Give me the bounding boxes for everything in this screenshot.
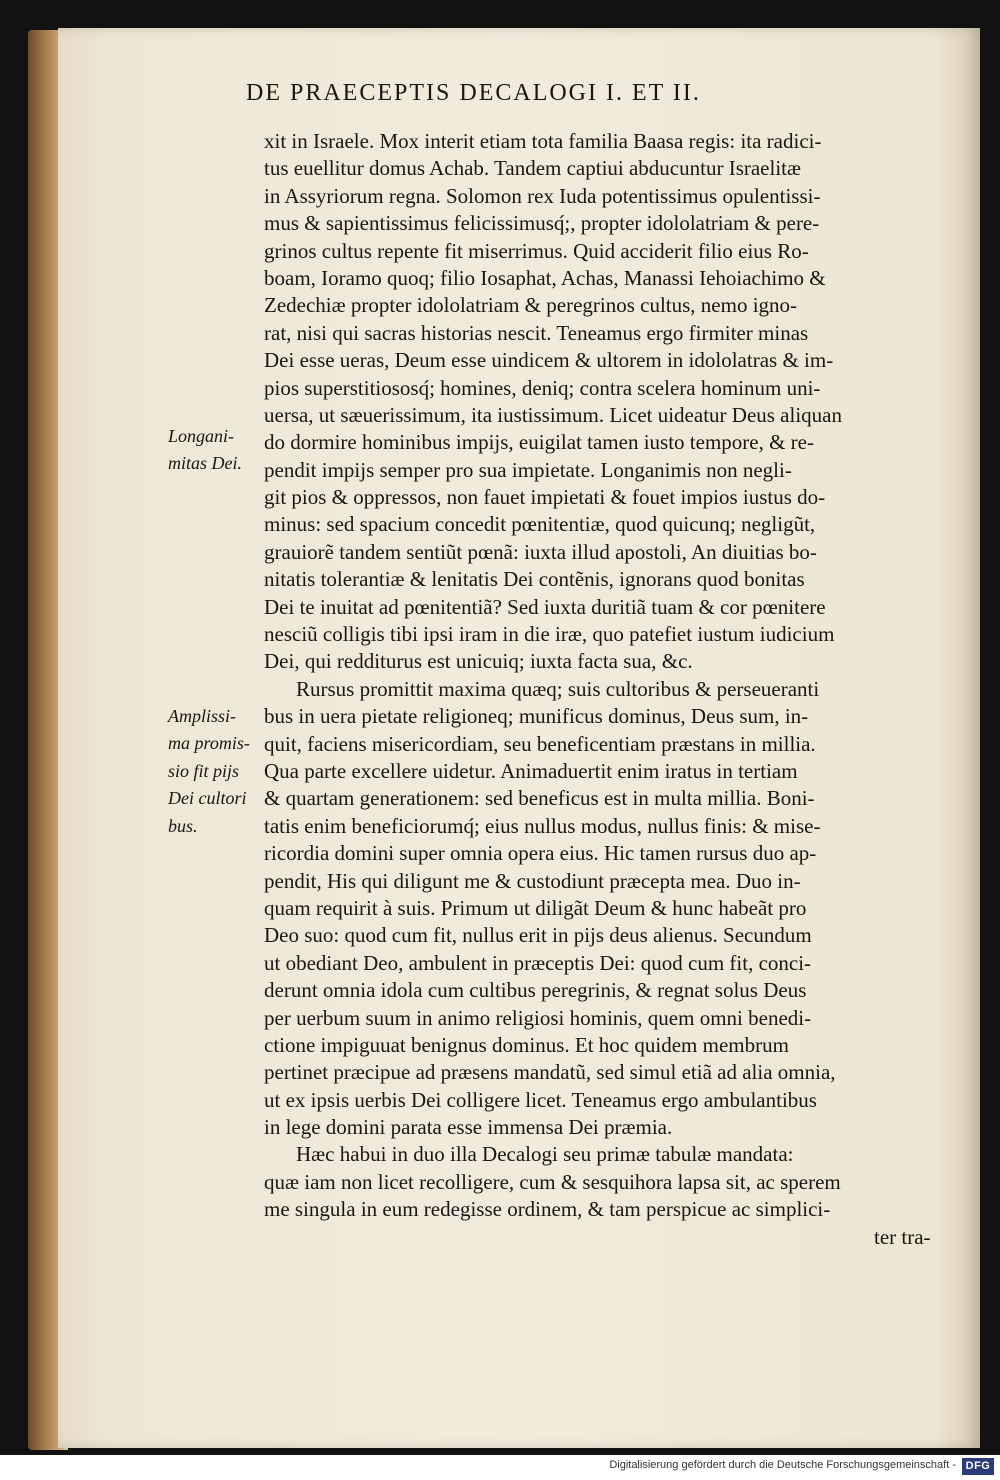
- text-line: quit, faciens misericordiam, seu beneficentiam præstans in millia.: [264, 731, 816, 756]
- text-line: pios superstitiososq́; homines, deniq; contra scelera hominum uni-: [264, 375, 821, 400]
- text-line: tatis enim beneficiorumq́; eius nullus modus, nullus finis: & mise-: [264, 813, 821, 838]
- margin-note-line: mitas Dei.: [168, 453, 242, 474]
- funding-credit: Digitalisierung gefördert durch die Deutsche Forschungsgemeinschaft -: [609, 1459, 956, 1471]
- text-line: in lege domini parata esse immensa Dei præmia.: [264, 1115, 673, 1140]
- text-line: Dei esse ueras, Deum esse uindicem & ultorem in idololatras & im-: [264, 348, 834, 373]
- text-line: pendit, His qui diligunt me & custodiunt præcepta mea. Duo in-: [264, 868, 801, 893]
- text-line: grauiorẽ tandem sentiũt pœnã: iuxta illud apostoli, An diuitias bo-: [264, 539, 817, 564]
- text-line: ut obediant Deo, ambulent in præceptis Dei: quod cum fit, conci-: [264, 950, 812, 975]
- text-line: pendit impijs semper pro sua impietate. Longanimis non negli-: [264, 457, 792, 482]
- text-line: Zedechiæ propter idololatriam & peregrinos cultus, nemo igno-: [264, 293, 798, 318]
- text-line: derunt omnia idola cum cultibus peregrinis, & regnat solus Deus: [264, 978, 807, 1003]
- running-head: DE PRAECEPTIS DECALOGI I. ET II.: [246, 80, 701, 106]
- text-line: per uerbum suum in animo religiosi hominis, quem omni benedi-: [264, 1005, 812, 1030]
- text-line: minus: sed spacium concedit pœnitentiæ, quod quicunq; negligũt,: [264, 512, 816, 537]
- text-line: git pios & oppressos, non fauet impietati & fouet impios iustus do-: [264, 485, 826, 510]
- paragraph-start-line: Rursus promittit maxima quæq; suis cultoribus & perseueranti: [296, 676, 820, 701]
- margin-note-longanimitas: [168, 423, 262, 478]
- text-line: Deo suo: quod cum fit, nullus erit in pijs deus alienus. Secundum: [264, 923, 812, 948]
- footer-bar: [0, 1455, 1000, 1480]
- margin-note-line: ma promis-: [168, 733, 250, 754]
- text-line: Dei te inuitat ad pœnitentiã? Sed iuxta duritiã tuam & cor pœnitere: [264, 594, 826, 619]
- text-line: nesciũ colligis tibi ipsi iram in die iræ, quo patefiet iustum iudicium: [264, 622, 835, 647]
- text-line: in Assyriorum regna. Solomon rex Iuda potentissimus opulentissi-: [264, 183, 821, 208]
- main-text: [264, 128, 931, 1251]
- text-line: grinos cultus repente fit miserrimus. Quid acciderit filio eius Ro-: [264, 238, 809, 263]
- text-line: ctione impiguuat benignus dominus. Et hoc quidem membrum: [264, 1032, 789, 1057]
- margin-note-line: Dei cultori: [168, 788, 247, 809]
- text-line: uersa, ut sæuerissimum, ita iustissimum. Licet uideatur Deus aliquan: [264, 402, 842, 427]
- margin-note-line: Longani-: [168, 426, 235, 446]
- text-line: Qua parte excellere uidetur. Animaduertit enim iratus in tertiam: [264, 758, 798, 783]
- text-line: quæ iam non licet recolligere, cum & sesquihora lapsa sit, ac sperem: [264, 1169, 841, 1194]
- text-line: rat, nisi qui sacras historias nescit. Teneamus ergo firmiter minas: [264, 320, 809, 345]
- text-line: bus in uera pietate religioneq; munificus dominus, Deus sum, in-: [264, 704, 809, 729]
- margin-note-line: sio fit pijs: [168, 760, 240, 781]
- text-line: do dormire hominibus impijs, euigilat tamen iusto tempore, & re-: [264, 430, 814, 455]
- margin-note-promissio: [168, 703, 262, 840]
- margin-note-line: Amplissi-: [168, 706, 237, 726]
- text-line: ut ex ipsis uerbis Dei colligere licet. Teneamus ergo ambulantibus: [264, 1087, 817, 1112]
- text-line: boam, Ioramo quoq; filio Iosaphat, Achas, Manassi Iehoiachimo &: [264, 265, 826, 290]
- text-line: nitatis tolerantiæ & lenitatis Dei contẽnis, ignorans quod bonitas: [264, 567, 805, 592]
- margin-note-line: bus.: [168, 815, 198, 836]
- text-line: ricordia domini super omnia opera eius. Hic tamen rursus duo ap-: [264, 841, 817, 866]
- text-line: pertinet præcipue ad præsens mandatũ, sed simul etiã ad alia omnia,: [264, 1060, 836, 1085]
- paragraph-start-line: Hæc habui in duo illa Decalogi seu primæ tabulæ mandata:: [296, 1142, 794, 1167]
- text-line: me singula in eum redegisse ordinem, & tam perspicue ac simplici-: [264, 1197, 831, 1222]
- text-line: Dei, qui redditurus est unicuiq; iuxta facta sua, &c.: [264, 649, 693, 674]
- text-line: mus & sapientissimus felicissimusq́;, propter idololatriam & pere-: [264, 211, 820, 236]
- dfg-logo: DFG: [962, 1458, 994, 1475]
- text-line: & quartam generationem: sed beneficus est in multa millia. Boni-: [264, 786, 815, 811]
- text-line: xit in Israele. Mox interit etiam tota familia Baasa regis: ita radici-: [264, 129, 822, 153]
- catchword-line: ter tra-: [874, 1224, 931, 1249]
- text-line: quam requirit à suis. Primum ut diligãt Deum & hunc habeãt pro: [264, 895, 807, 920]
- text-line: tus euellitur domus Achab. Tandem captiui abducuntur Israelitæ: [264, 156, 802, 181]
